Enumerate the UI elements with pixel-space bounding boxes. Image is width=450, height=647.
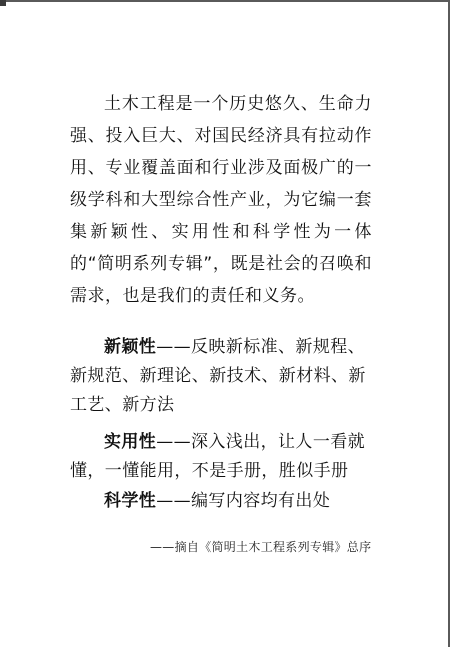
- intro-paragraph: 土木工程是一个历史悠久、生命力强、投入巨大、对国民经济具有拉动作用、专业覆盖面和行业涉及面极广的一级学科和大型综合性产业，为它编一套集新颖性、实用性和科学性为一体的“简明系列专辑”，既是社会的召唤和需求，也是我们的责任和义务。: [70, 94, 372, 306]
- principle-dash-practicality: ——: [156, 432, 192, 452]
- source-citation: ——摘自《简明土木工程系列专辑》总序: [150, 540, 372, 554]
- principle-text-practicality: 深入浅出，让人一看就懂，一懂能用，不是手册，胜似手册: [70, 432, 366, 481]
- principle-term-practicality: 实用性: [104, 432, 157, 452]
- principle-dash-novelty: ——: [156, 337, 192, 357]
- principle-text-novelty: 反映新标准、新规程、新规范、新理论、新技术、新材料、新工艺、新方法: [70, 337, 366, 415]
- principle-term-novelty: 新颖性: [104, 337, 157, 357]
- page-corner-mark: [0, 0, 6, 6]
- principle-novelty: [70, 333, 372, 420]
- principle-practicality: [70, 428, 372, 486]
- principle-text-scientific: 编写内容均有出处: [191, 491, 331, 511]
- principle-term-scientific: 科学性: [104, 491, 157, 511]
- principle-dash-scientific: ——: [156, 491, 192, 511]
- principle-scientific: [70, 487, 372, 516]
